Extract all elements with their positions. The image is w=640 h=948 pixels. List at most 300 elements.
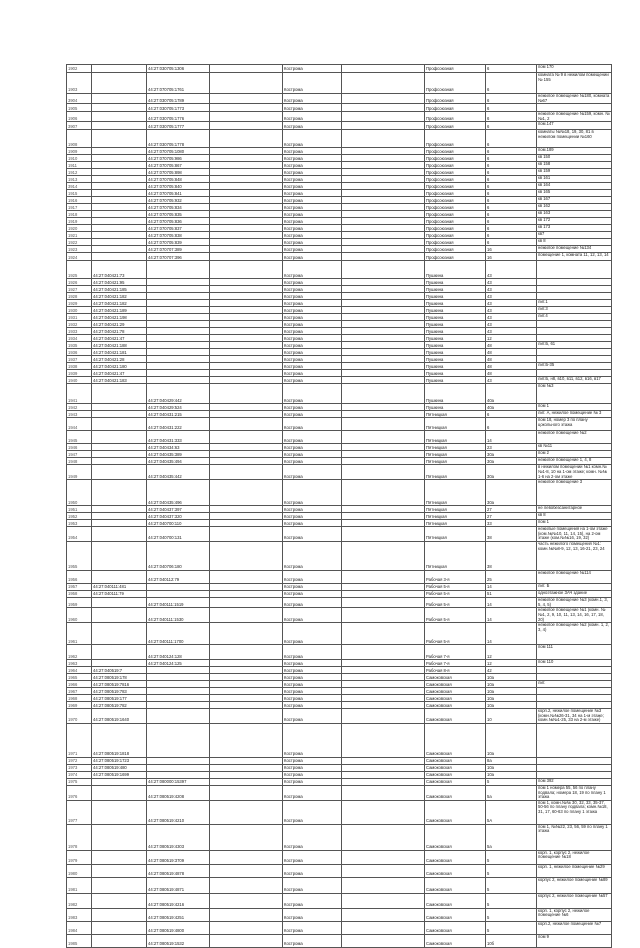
cell-n: 1974 [67, 771, 92, 778]
cell-prev [92, 418, 147, 431]
table-row [67, 591, 612, 598]
cell-note: нежилое помещение №180, комната №67 [537, 94, 612, 104]
cell-street: Профсоюзная [425, 239, 486, 246]
cell-street: Пятницкая [425, 418, 486, 431]
cell-prev [92, 65, 147, 73]
cell-note: пом.189 [537, 148, 612, 155]
cell-city: Кострома [283, 104, 342, 112]
cell-empty [210, 279, 283, 286]
cell-empty [210, 608, 283, 623]
cell-street: Самоковская [425, 688, 486, 695]
cell-prev [92, 785, 147, 800]
cell-street: Профсоюзная [425, 197, 486, 204]
cell-empty [342, 148, 425, 155]
cell-n: 1976 [67, 785, 92, 800]
cell-cad: 44:27:040112:79 [147, 571, 210, 584]
cell-street: Самоковская [425, 681, 486, 688]
cell-street: Пушкина [425, 314, 486, 321]
cell-house: 43 [486, 279, 537, 286]
cell-cad: 44:27:070705:839 [147, 239, 210, 246]
cell-note [537, 674, 612, 681]
cell-cad [147, 307, 210, 314]
cell-empty [342, 864, 425, 877]
cell-note [537, 328, 612, 335]
cell-cad [147, 702, 210, 709]
table-row [67, 404, 612, 411]
cell-city: Кострома [283, 232, 342, 239]
cell-house: 43 [486, 286, 537, 293]
cell-street: Самоковская [425, 877, 486, 893]
cell-n: 1968 [67, 695, 92, 702]
cell-note: пом 111 [537, 645, 612, 660]
cell-prev: 44:27:080519:480 [92, 764, 147, 771]
cell-prev [92, 73, 147, 94]
cell-n: 1963 [67, 660, 92, 667]
cell-n: 1971 [67, 723, 92, 757]
table-row [67, 723, 612, 757]
table-row [67, 451, 612, 458]
cell-house: 6 [486, 190, 537, 197]
cell-house: 10 [486, 709, 537, 724]
cell-empty [342, 527, 425, 542]
cell-cad: 44:27:030705:1306 [147, 65, 210, 73]
table-row [67, 94, 612, 104]
cell-cad [147, 757, 210, 764]
cell-note: пом 1 [537, 404, 612, 411]
cell-street: Самоковская [425, 709, 486, 724]
cell-empty [210, 513, 283, 520]
cell-n: 1935 [67, 342, 92, 349]
cell-cad: 44:27:070705:837 [147, 225, 210, 232]
cell-n: 1956 [67, 571, 92, 584]
cell-city: Кострома [283, 279, 342, 286]
cell-empty [342, 321, 425, 328]
cell-n: 1980 [67, 864, 92, 877]
cell-city: Кострома [283, 349, 342, 356]
cell-empty [342, 709, 425, 724]
cell-empty [342, 431, 425, 444]
cell-empty [342, 418, 425, 431]
cell-note: лит.Б, н8, в10, в11, в12, в16, в17 [537, 377, 612, 384]
cell-cad: 44:27:080519:4878 [147, 864, 210, 877]
cell-prev [92, 893, 147, 908]
cell-street: Пушкина [425, 342, 486, 349]
cell-house: 43 [486, 307, 537, 314]
table-row [67, 598, 612, 608]
cell-cad: 44:27:040434:63 [147, 444, 210, 451]
cell-street: Профсоюзная [425, 73, 486, 94]
cell-city: Кострома [283, 934, 342, 947]
cell-n: 1978 [67, 824, 92, 850]
cell-empty [210, 112, 283, 122]
cell-street: Пушкина [425, 293, 486, 300]
table-row [67, 877, 612, 893]
cell-house: 12 [486, 660, 537, 667]
table-row [67, 300, 612, 307]
table-row [67, 623, 612, 645]
table-row [67, 893, 612, 908]
cell-n: 1970 [67, 709, 92, 724]
cell-house: 40а [486, 384, 537, 404]
cell-house: 5 [486, 908, 537, 921]
cell-street: Самоковская [425, 778, 486, 785]
cell-city: Кострома [283, 908, 342, 921]
cell-empty [210, 162, 283, 169]
cell-n: 1953 [67, 520, 92, 527]
cell-street: Пушкина [425, 279, 486, 286]
registry-sheet [66, 64, 610, 948]
cell-empty [342, 183, 425, 190]
cell-cad [147, 591, 210, 598]
cell-cad: 44:27:040706:180 [147, 542, 210, 571]
cell-street: Пятницкая [425, 451, 486, 458]
cell-house: 6 [486, 94, 537, 104]
cell-city: Кострома [283, 608, 342, 623]
cell-note: нежилое помещение №159, комн. №№1, 2 [538, 111, 610, 121]
cell-n: 1921 [67, 232, 92, 239]
cell-empty [342, 73, 425, 94]
cell-cad [147, 681, 210, 688]
cell-empty [210, 667, 283, 674]
cell-city: Кострома [283, 73, 342, 94]
cell-empty [210, 384, 283, 404]
cell-empty [210, 183, 283, 190]
cell-prev [92, 513, 147, 520]
cell-prev [92, 169, 147, 176]
cell-empty [210, 520, 283, 527]
table-row [67, 246, 612, 253]
table-row [67, 757, 612, 764]
table-row [67, 785, 612, 800]
cell-empty [342, 480, 425, 506]
cell-cad: 44:27:040431:333 [147, 431, 210, 444]
cell-empty [210, 571, 283, 584]
cell-note: кв7 [537, 232, 612, 239]
cell-note: лит. [537, 681, 612, 688]
cell-city: Кострома [283, 211, 342, 218]
cell-empty [342, 176, 425, 183]
cell-prev: 44:27:040421:198 [92, 314, 147, 321]
cell-note: нежилое помещение №2 (комн. 1, 2, 3, 4) [537, 623, 612, 645]
cell-empty [342, 300, 425, 307]
cell-city: Кострома [283, 130, 342, 148]
cell-street: Рабочая 3-я [425, 571, 486, 584]
cell-empty [210, 300, 283, 307]
cell-empty [210, 356, 283, 363]
table-row [67, 764, 612, 771]
cell-note: нежилые помещения на 1-ом этаже (ком.№№10, 11, 14, 15), на 2-ом этаже (ком.№№16, 19, 32) [537, 527, 612, 542]
cell-empty [210, 709, 283, 724]
cell-note: кв 172 [537, 218, 612, 225]
cell-cad: 44:27:040437:320 [147, 513, 210, 520]
cell-city: Кострома [283, 418, 342, 431]
cell-prev [92, 908, 147, 921]
table-row [67, 190, 612, 197]
cell-empty [342, 328, 425, 335]
cell-note: корп.2, нежилое помещение №7 [537, 921, 612, 934]
cell-empty [210, 877, 283, 893]
cell-empty [210, 155, 283, 162]
cell-cad: 44:27:040435:494 [147, 458, 210, 465]
cell-cad [147, 300, 210, 307]
cell-note: кв 161 [537, 176, 612, 183]
cell-note: корпус 2, нежилое помещение №89 [537, 877, 612, 893]
table-row [67, 431, 612, 444]
table-row [67, 253, 612, 261]
cell-n: 1973 [67, 764, 92, 771]
cell-house: 6 [486, 122, 537, 130]
cell-empty [342, 94, 425, 104]
cell-prev: 44:27:040421:78 [92, 328, 147, 335]
cell-empty [342, 608, 425, 623]
cell-prev: 44:27:040421:183 [92, 377, 147, 384]
cell-house: 25 [486, 571, 537, 584]
cell-street: Самоковская [425, 824, 486, 850]
cell-house: 43 [486, 377, 537, 384]
cell-cad: 44:27:040431:222 [147, 418, 210, 431]
cell-empty [210, 411, 283, 418]
cell-street: Профсоюзная [425, 169, 486, 176]
table-row [67, 363, 612, 370]
cell-n: 1981 [67, 877, 92, 893]
table-row [67, 674, 612, 681]
cell-note: комната № 9 в нежилом помещении № 155 [537, 73, 612, 94]
cell-note: лит.Б-35 [537, 363, 612, 370]
cell-note: комнаты №№18, 19, 30, 81 в нежилом помещении №160 [537, 130, 612, 148]
cell-empty [342, 800, 425, 824]
cell-prev [92, 232, 147, 239]
cell-empty [342, 458, 425, 465]
cell-street: Профсоюзная [425, 176, 486, 183]
cell-n: 1937 [67, 356, 92, 363]
cell-city: Кострома [283, 645, 342, 660]
cell-city: Кострома [283, 190, 342, 197]
cell-street: Самоковская [425, 764, 486, 771]
cell-cad [147, 321, 210, 328]
cell-prev [92, 218, 147, 225]
cell-n: 1911 [67, 162, 92, 169]
cell-empty [210, 681, 283, 688]
cell-note: нежилое помещение №3 (комн.1, 3, 5, 4, 5) [537, 598, 612, 608]
cell-note: пом 1 [537, 520, 612, 527]
cell-n: 1927 [67, 286, 92, 293]
cell-prev [92, 384, 147, 404]
cell-n: 1938 [67, 363, 92, 370]
cell-house: 6 [486, 73, 537, 94]
cell-street: Рабочая 5-я [425, 591, 486, 598]
cell-house: 14 [486, 623, 537, 645]
cell-house: 38 [486, 527, 537, 542]
cell-house: 5 [486, 850, 537, 864]
table-row [67, 506, 612, 513]
cell-n: 1960 [67, 608, 92, 623]
cell-empty [210, 418, 283, 431]
cell-empty [342, 623, 425, 645]
cell-house: 5а [486, 785, 537, 800]
cell-street: Профсоюзная [425, 148, 486, 155]
table-row [67, 328, 612, 335]
cell-prev [92, 431, 147, 444]
cell-house: 10а [486, 764, 537, 771]
cell-city: Кострома [283, 667, 342, 674]
cell-house: 6 [486, 418, 537, 431]
cell-prev [92, 122, 147, 130]
cell-empty [210, 702, 283, 709]
cell-city: Кострома [283, 674, 342, 681]
cell-empty [342, 314, 425, 321]
cell-prev: 44:27:040519:7 [92, 667, 147, 674]
table-row [67, 342, 612, 349]
cell-n: 3904 [67, 94, 92, 104]
table-row [67, 377, 612, 384]
cell-street: Пушкина [425, 321, 486, 328]
cell-house: 43 [486, 314, 537, 321]
cell-note [537, 764, 612, 771]
cell-empty [210, 431, 283, 444]
cell-empty [342, 65, 425, 73]
cell-street: Самоковская [425, 723, 486, 757]
cell-street: Профсоюзная [425, 246, 486, 253]
cell-empty [210, 480, 283, 506]
cell-note: кв 159 [537, 169, 612, 176]
cell-city: Кострома [283, 342, 342, 349]
cell-n: 1966 [67, 681, 92, 688]
cell-prev [92, 411, 147, 418]
cell-prev [92, 197, 147, 204]
cell-prev: 44:27:040421:180 [92, 363, 147, 370]
cell-cad: 44:27:070705:836 [147, 218, 210, 225]
cell-note: корп. 1, корпус 2, нежилое помещение №18 [537, 850, 612, 864]
cell-empty [210, 190, 283, 197]
cell-empty [342, 370, 425, 377]
cell-empty [210, 695, 283, 702]
cell-empty [210, 239, 283, 246]
cell-street: Профсоюзная [425, 94, 486, 104]
cell-note: корп.2, нежилое помещение №3 (комн.№№26-31, 34 на 1-м этаже; комн.№№1-25, 33 на 2-м этаже) [537, 709, 612, 724]
cell-city: Кострома [283, 65, 342, 73]
cell-house: 27 [486, 513, 537, 520]
cell-note: нежилое помещение №114 [537, 571, 612, 584]
cell-n: 1924 [67, 253, 92, 261]
cell-street: Пятницкая [425, 513, 486, 520]
cell-city: Кострома [283, 542, 342, 571]
cell-street: Рабочая 5-я [425, 598, 486, 608]
cell-empty [210, 342, 283, 349]
cell-n: 1982 [67, 893, 92, 908]
table-row [67, 314, 612, 321]
table-row [67, 520, 612, 527]
cell-city: Кострома [283, 723, 342, 757]
cell-cad: 44:27:070705:840 [147, 183, 210, 190]
cell-empty [342, 444, 425, 451]
cell-empty [210, 584, 283, 591]
cell-city: Кострома [283, 293, 342, 300]
cell-empty [342, 112, 425, 122]
cell-street: Пушкина [425, 370, 486, 377]
cell-cad: 44:27:080519:1532 [147, 934, 210, 947]
cell-empty [210, 307, 283, 314]
cell-prev: 44:27:080519:177 [92, 695, 147, 702]
cell-street: Рабочая 7-я [425, 645, 486, 660]
cell-empty [210, 225, 283, 232]
cell-cad: 44:27:070707:396 [147, 253, 210, 261]
cell-note [537, 279, 612, 286]
cell-city: Кострома [283, 176, 342, 183]
cell-city: Кострома [283, 286, 342, 293]
cell-city: Кострома [283, 431, 342, 444]
cell-cad: 44:27:070705:932 [147, 197, 210, 204]
cell-city: Кострома [283, 384, 342, 404]
cell-empty [342, 674, 425, 681]
cell-street: Пушкина [425, 335, 486, 342]
cell-prev [92, 458, 147, 465]
cell-cad [147, 342, 210, 349]
cell-empty [210, 176, 283, 183]
cell-city: Кострома [283, 335, 342, 342]
cell-house: 6 [486, 232, 537, 239]
cell-empty [342, 404, 425, 411]
cell-street: Самоковская [425, 757, 486, 764]
cell-note: помещение 1, комната 11, 12, 13, 14 [537, 253, 612, 261]
cell-prev [92, 864, 147, 877]
cell-note [537, 349, 612, 356]
cell-empty [342, 190, 425, 197]
cell-cad: 44:27:040435:442 [147, 465, 210, 480]
cell-house: 10а [486, 695, 537, 702]
cell-note [537, 286, 612, 293]
cell-note: кв 8 [537, 239, 612, 246]
cell-n: 1964 [67, 667, 92, 674]
cell-city: Кострома [283, 850, 342, 864]
cell-street: Профсоюзная [425, 104, 486, 112]
cell-city: Кострома [283, 261, 342, 279]
cell-street: Рабочая 5-я [425, 608, 486, 623]
cell-street: Самоковская [425, 695, 486, 702]
cell-empty [342, 349, 425, 356]
table-row [67, 921, 612, 934]
cell-n: 3914 [67, 183, 92, 190]
cell-house: 6 [486, 148, 537, 155]
cell-note: корпус 2, нежилое помещение №57 [537, 893, 612, 908]
cell-cad [147, 667, 210, 674]
cell-prev: 44:27:040421:189 [92, 307, 147, 314]
cell-empty [342, 908, 425, 921]
table-row [67, 709, 612, 724]
cell-note [537, 104, 612, 112]
cell-empty [342, 584, 425, 591]
cell-city: Кострома [283, 702, 342, 709]
table-row [67, 608, 612, 623]
cell-city: Кострома [283, 864, 342, 877]
table-row [67, 864, 612, 877]
cell-cad [147, 328, 210, 335]
cell-empty [342, 771, 425, 778]
cell-note: пом №3 [537, 384, 612, 404]
cell-empty [342, 169, 425, 176]
cell-empty [342, 253, 425, 261]
cell-street: Пушкина [425, 328, 486, 335]
cell-prev [92, 190, 147, 197]
cell-note: кв 8 [537, 513, 612, 520]
table-row [67, 527, 612, 542]
cell-city: Кострома [283, 764, 342, 771]
cell-n: 1916 [67, 197, 92, 204]
cell-cad [147, 286, 210, 293]
cell-prev [92, 253, 147, 261]
cell-empty [342, 377, 425, 384]
cell-empty [342, 232, 425, 239]
table-row [67, 279, 612, 286]
